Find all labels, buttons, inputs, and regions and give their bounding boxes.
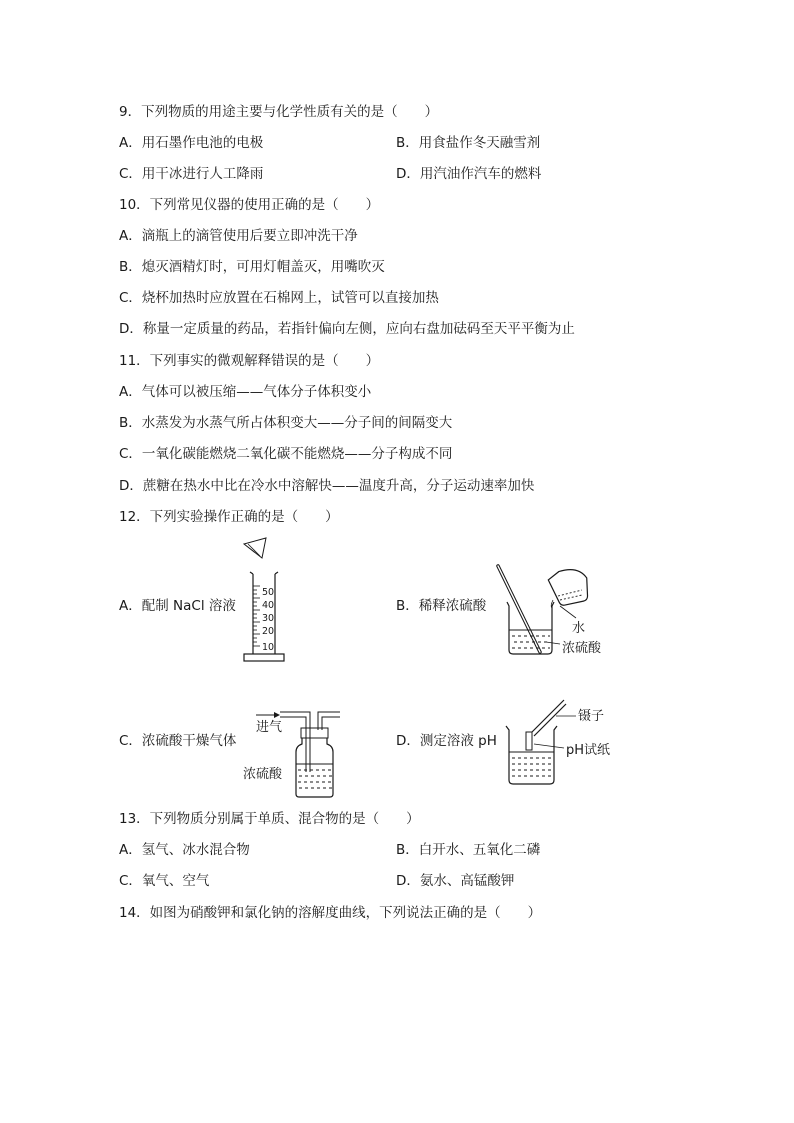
q13-option-b: B．白开水、五氧化二磷	[396, 842, 541, 858]
q13-option-a: A．氢气、冰水混合物	[119, 842, 250, 858]
q9-option-b: B．用食盐作冬天融雪剂	[396, 135, 541, 151]
q10-option-d: D．称量一定质量的药品，若指针偏向左侧，应向右盘加砝码至天平平衡为止	[119, 321, 575, 337]
cylinder-tick-40: 40	[262, 600, 275, 611]
q10-option-a: A．滴瓶上的滴管使用后要立即冲洗干净	[119, 228, 358, 244]
q11-option-d: D．蔗糖在热水中比在冷水中溶解快——温度升高，分子运动速率加快	[119, 478, 535, 494]
cylinder-tick-10: 10	[262, 642, 275, 653]
cylinder-tick-30: 30	[262, 613, 275, 624]
graduated-cylinder-figure	[236, 536, 296, 672]
ph-paper-label: pH试纸	[566, 743, 611, 758]
q12-option-d: D．测定溶液 pH	[396, 733, 497, 749]
q12-stem: 12．下列实验操作正确的是（ ）	[119, 509, 339, 525]
tweezers-label: 镊子	[578, 709, 605, 724]
q13-option-c: C．氧气、空气	[119, 873, 210, 889]
q12-option-b: B．稀释浓硫酸	[396, 598, 487, 614]
q10-option-c: C．烧杯加热时应放置在石棉网上，试管可以直接加热	[119, 290, 439, 306]
q11-option-b: B．水蒸发为水蒸气所占体积变大——分子间的间隔变大	[119, 415, 453, 431]
gas-drying-bottle-figure	[238, 700, 353, 802]
q11-option-c: C．一氧化碳能燃烧二氧化碳不能燃烧——分子构成不同	[119, 446, 453, 462]
q9-option-c: C．用干冰进行人工降雨	[119, 166, 264, 182]
ph-test-figure	[500, 696, 625, 792]
q14-stem: 14．如图为硝酸钾和氯化钠的溶解度曲线，下列说法正确的是（ ）	[119, 905, 542, 921]
q12-option-c: C．浓硫酸干燥气体	[119, 733, 237, 749]
q10-stem: 10．下列常见仪器的使用正确的是（ ）	[119, 197, 380, 213]
q9-option-d: D．用汽油作汽车的燃料	[396, 166, 542, 182]
dilution-figure	[490, 562, 620, 662]
cylinder-tick-20: 20	[262, 626, 275, 637]
conc-acid-label-c: 浓硫酸	[243, 767, 283, 782]
q9-option-a: A．用石墨作电池的电极	[119, 135, 264, 151]
q10-option-b: B．熄灭酒精灯时，可用灯帽盖灭，用嘴吹灭	[119, 259, 385, 275]
q9-stem: 9．下列物质的用途主要与化学性质有关的是（ ）	[119, 104, 439, 120]
q11-stem: 11．下列事实的微观解释错误的是（ ）	[119, 353, 380, 369]
conc-acid-label-b: 浓硫酸	[562, 641, 602, 656]
q13-option-d: D．氨水、高锰酸钾	[396, 873, 515, 889]
q13-stem: 13．下列物质分别属于单质、混合物的是（ ）	[119, 811, 420, 827]
gas-inlet-label: 进气	[256, 720, 283, 735]
q12-option-a: A．配制 NaCl 溶液	[119, 598, 236, 614]
q11-option-a: A．气体可以被压缩——气体分子体积变小	[119, 384, 372, 400]
water-label: 水	[572, 621, 586, 636]
cylinder-tick-50: 50	[262, 587, 275, 598]
